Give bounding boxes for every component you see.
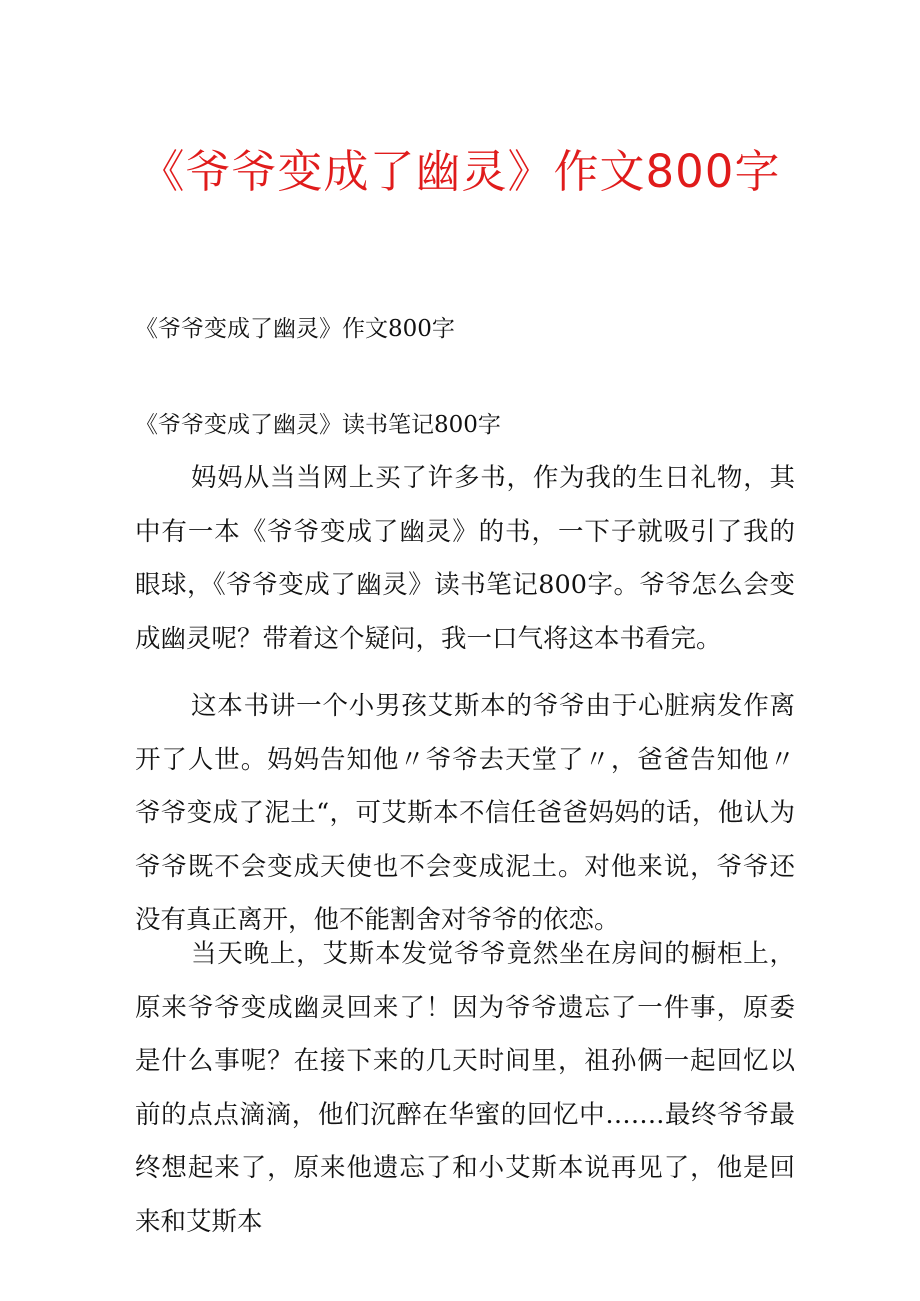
- subtitle-reading-notes: 《爷爷变成了幽灵》读书笔记800字: [135, 412, 501, 438]
- paragraph-2: 这本书讲一个小男孩艾斯本的爷爷由于心脏病发作离开了人世。妈妈告知他〃爷爷去天堂了〃，爸爸告知他〃爷爷变成了泥土“，可艾斯本不信任爸爸妈妈的话，他认为爷爷既不会变成天使也不会变成泥土。对他来说，爷爷还没有真正离开，他不能割舍对爷爷的依恋。: [135, 691, 795, 935]
- paragraph-3: 当天晚上，艾斯本发觉爷爷竟然坐在房间的橱柜上，原来爷爷变成幽灵回来了！因为爷爷遗忘了一件事，原委是什么事呢？在接下来的几天时间里，祖孙俩一起回忆以前的点点滴滴，他们沉醉在华蜜的回忆中…….最终爷爷最终想起来了，原来他遗忘了和小艾斯本说再见了，他是回来和艾斯本: [135, 939, 795, 1237]
- subtitle-essay: 《爷爷变成了幽灵》作文800字: [135, 316, 455, 342]
- document-title: 《爷爷变成了幽灵》作文800字: [139, 145, 781, 198]
- paragraph-1: 妈妈从当当网上买了许多书，作为我的生日礼物，其中有一本《爷爷变成了幽灵》的书，一下子就吸引了我的眼球，《爷爷变成了幽灵》读书笔记800字。爷爷怎么会变成幽灵呢？带着这个疑问，我一口气将这本书看完。: [135, 463, 795, 654]
